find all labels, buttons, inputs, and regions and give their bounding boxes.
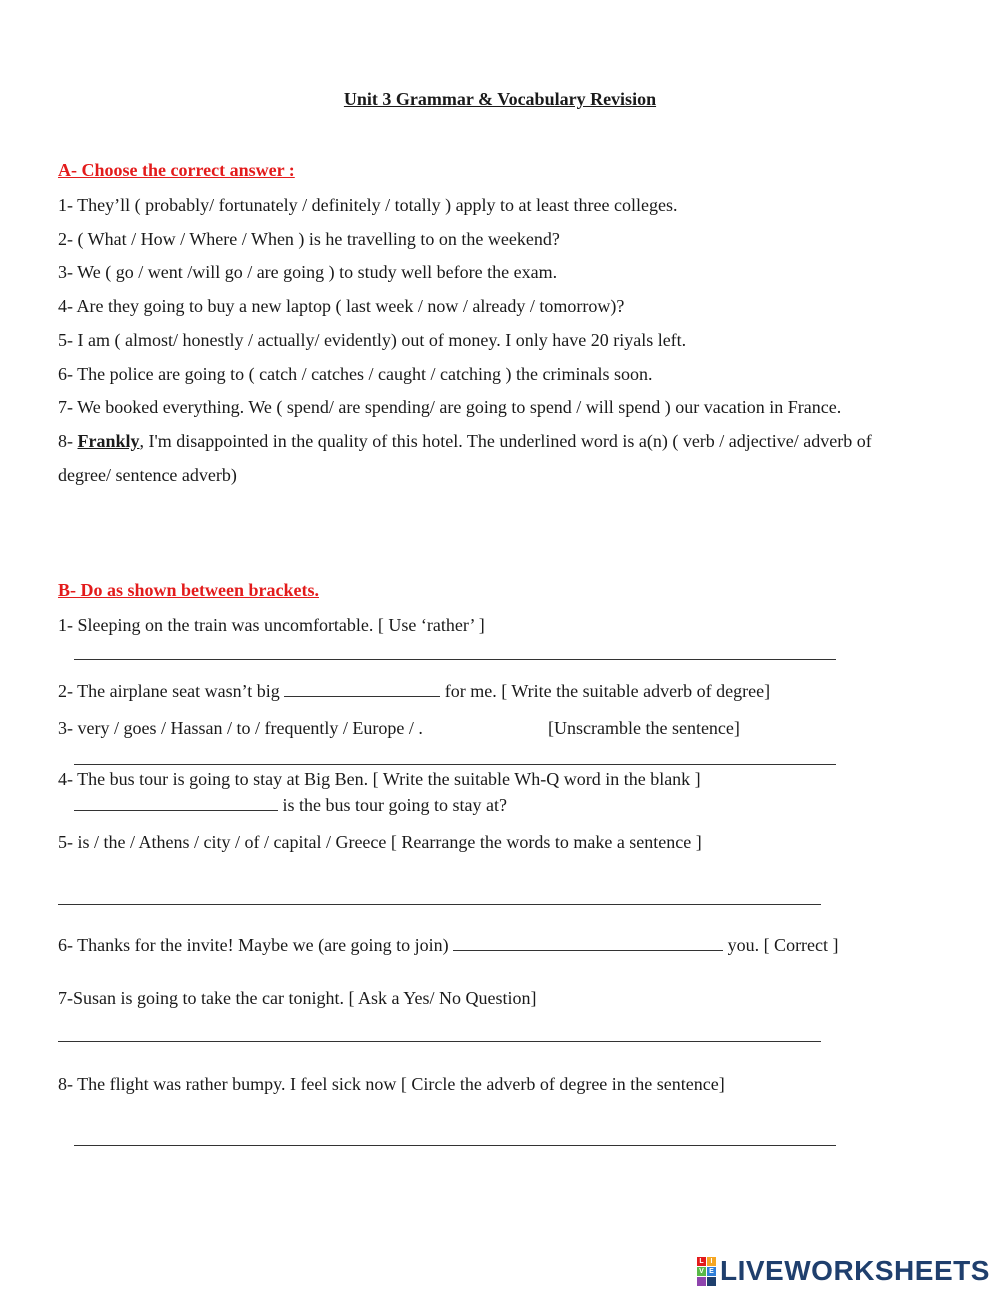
logo-text: LIVEWORKSHEETS bbox=[720, 1255, 990, 1286]
section-a-item-1: 1- They’ll ( probably/ fortunately / definitely / totally ) apply to at least three colleges. bbox=[58, 195, 678, 215]
q2-text-a: 2- The airplane seat wasn’t big bbox=[58, 681, 285, 701]
q4-text-b: is the bus tour going to stay at? bbox=[278, 795, 507, 815]
item-8-underlined-word: Frankly bbox=[77, 431, 140, 451]
page-title: Unit 3 Grammar & Vocabulary Revision bbox=[343, 89, 657, 109]
q6-text-a: 6- Thanks for the invite! Maybe we (are going to join) bbox=[58, 935, 454, 955]
logo-mark-icon: L I V E bbox=[697, 1257, 716, 1286]
section-a-item-4: 4- Are they going to buy a new laptop ( last week / now / already / tomorrow)? bbox=[58, 296, 625, 316]
section-b-q4: 4- The bus tour is going to stay at Big Ben. [ Write the suitable Wh-Q word in the blank ] bbox=[58, 769, 701, 789]
answer-line-q3[interactable] bbox=[74, 764, 836, 765]
section-a-item-8-line2: degree/ sentence adverb) bbox=[58, 465, 237, 485]
section-b-q8: 8- The flight was rather bumpy. I feel sick now [ Circle the adverb of degree in the sentence] bbox=[58, 1074, 725, 1094]
answer-blank-q4[interactable] bbox=[74, 794, 278, 811]
q2-text-b: for me. [ Write the suitable adverb of degree] bbox=[440, 681, 771, 701]
liveworksheets-logo bbox=[697, 1256, 990, 1286]
section-b-q1: 1- Sleeping on the train was uncomfortable. [ Use ‘rather’ ] bbox=[58, 615, 485, 635]
item-8-prefix: 8- bbox=[58, 431, 78, 451]
answer-line-q7[interactable] bbox=[58, 1041, 821, 1042]
section-b-q4-line2 bbox=[74, 794, 507, 816]
section-a-item-5: 5- I am ( almost/ honestly / actually/ evidently) out of money. I only have 20 riyals left. bbox=[58, 330, 687, 350]
section-b-q2 bbox=[58, 680, 770, 702]
section-b-q3: 3- very / goes / Hassan / to / frequently / Europe / . bbox=[58, 718, 423, 738]
section-b-heading: B- Do as shown between brackets. bbox=[58, 580, 319, 600]
section-b-q3-instruction: [Unscramble the sentence] bbox=[548, 718, 740, 738]
answer-line-q8[interactable] bbox=[74, 1145, 836, 1146]
section-a-item-2: 2- ( What / How / Where / When ) is he travelling to on the weekend? bbox=[58, 229, 560, 249]
section-a-heading: A- Choose the correct answer : bbox=[58, 160, 295, 180]
answer-blank-q6[interactable] bbox=[453, 934, 723, 951]
q6-text-b: you. [ Correct ] bbox=[723, 935, 839, 955]
answer-line-q1[interactable] bbox=[74, 659, 836, 660]
item-8-rest: , I'm disappointed in the quality of this hotel. The underlined word is a(n) ( verb / adjective/ adverb of bbox=[139, 431, 872, 451]
section-b-q7: 7-Susan is going to take the car tonight. [ Ask a Yes/ No Question] bbox=[58, 988, 537, 1008]
answer-line-q5[interactable] bbox=[58, 904, 821, 905]
section-a-item-6: 6- The police are going to ( catch / catches / caught / catching ) the criminals soon. bbox=[58, 364, 653, 384]
section-a-item-8 bbox=[58, 430, 872, 452]
answer-blank-q2[interactable] bbox=[284, 680, 440, 697]
section-b-q5: 5- is / the / Athens / city / of / capital / Greece [ Rearrange the words to make a sentence ] bbox=[58, 832, 702, 852]
section-a-item-3: 3- We ( go / went /will go / are going ) to study well before the exam. bbox=[58, 262, 558, 282]
section-a-item-7: 7- We booked everything. We ( spend/ are spending/ are going to spend / will spend ) our vacation in France. bbox=[58, 397, 842, 417]
section-b-q6 bbox=[58, 934, 839, 956]
